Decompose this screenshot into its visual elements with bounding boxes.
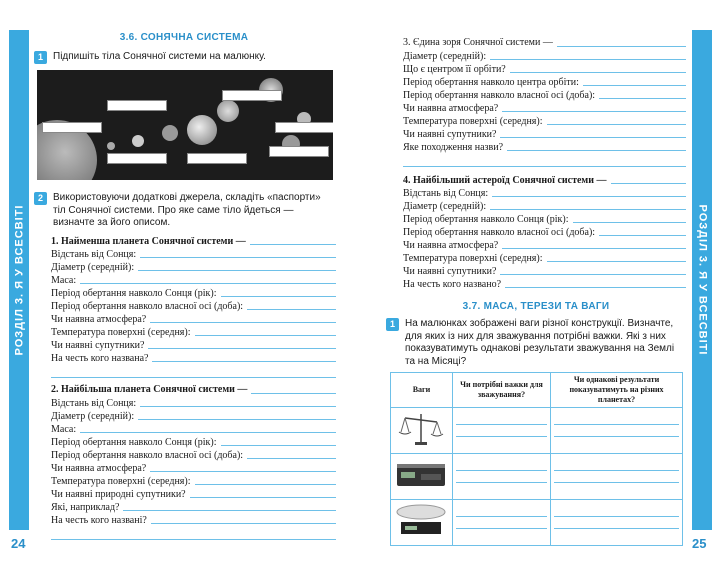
planet-icon [217, 100, 239, 122]
section-title: 3.6. СОНЯЧНА СИСТЕМА [119, 32, 249, 43]
field-row: Чи наявна атмосфера? [403, 239, 686, 252]
field-row: На честь кого названі? [51, 514, 336, 527]
passport-heading: 2. Найбільша планета Сонячної системи — [51, 384, 336, 397]
answer-line[interactable] [195, 475, 336, 485]
answer-line[interactable] [611, 175, 686, 185]
page-left [34, 30, 334, 540]
table-row [391, 454, 683, 500]
field-row: На честь кого названа? [51, 352, 336, 365]
solar-system-illustration [37, 70, 333, 180]
kitchen-scale-icon [391, 500, 451, 540]
answer-line[interactable] [221, 287, 336, 297]
scale-image-cell [391, 454, 453, 500]
task-number-badge: 1 [34, 51, 47, 64]
answer-line[interactable] [500, 128, 686, 138]
answer-line[interactable] [123, 501, 336, 511]
answer-cell[interactable] [551, 500, 683, 546]
task-number-badge: 2 [34, 192, 47, 205]
field-row: Маса: [51, 274, 336, 287]
answer-line[interactable] [573, 213, 686, 223]
field-row: Чи наявні супутники? [51, 339, 336, 352]
field-row: Діаметр (середній): [403, 200, 686, 213]
column-header: Чи однакові результати показуватимуть на різних планетах? [551, 373, 683, 408]
label-blank[interactable] [42, 122, 102, 133]
answer-line[interactable] [221, 436, 336, 446]
field-row: Температура поверхні (середня): [51, 475, 336, 488]
answer-line[interactable] [502, 102, 686, 112]
field-row: Які, наприклад? [51, 501, 336, 514]
label-blank[interactable] [107, 153, 167, 164]
answer-line[interactable] [247, 300, 336, 310]
chapter-spine-left [9, 30, 29, 530]
field-row: На честь кого названо? [403, 278, 686, 291]
table-header-row [391, 373, 683, 408]
field-row: Період обертання навколо Сонця (рік): [51, 287, 336, 300]
answer-line[interactable] [599, 226, 686, 236]
answer-line[interactable] [195, 326, 336, 336]
answer-line[interactable] [490, 200, 686, 210]
field-row: Період обертання навколо центра орбіти: [403, 76, 686, 89]
answer-line[interactable] [190, 488, 336, 498]
table-row [391, 408, 683, 454]
field-row: Період обертання навколо власної осі (доба): [403, 89, 686, 102]
answer-line[interactable] [138, 261, 336, 271]
scale-image-cell [391, 408, 453, 454]
answer-line[interactable] [492, 187, 686, 197]
answer-line[interactable] [138, 410, 336, 420]
field-row: Діаметр (середній): [51, 410, 336, 423]
field-row: Відстань від Сонця: [403, 187, 686, 200]
task-2 [34, 192, 334, 230]
field-row: Температура поверхні (середня): [51, 326, 336, 339]
answer-line[interactable] [80, 423, 336, 433]
answer-cell[interactable] [453, 408, 551, 454]
field-row: Температура поверхні (середня): [403, 252, 686, 265]
planet-icon [107, 142, 115, 150]
answer-line[interactable] [500, 265, 686, 275]
answer-line[interactable] [151, 514, 336, 524]
answer-line[interactable] [250, 236, 336, 246]
answer-line[interactable] [80, 274, 336, 284]
field-row: Чи наявна атмосфера? [51, 462, 336, 475]
answer-line[interactable] [403, 154, 686, 167]
field-row: Чи наявні природні супутники? [51, 488, 336, 501]
field-row: Чи наявні супутники? [403, 128, 686, 141]
answer-cell[interactable] [453, 454, 551, 500]
answer-line[interactable] [140, 248, 336, 258]
passport-3 [403, 37, 686, 291]
answer-line[interactable] [502, 239, 686, 249]
field-row: Відстань від Сонця: [51, 248, 336, 261]
field-row: Діаметр (середній): [51, 261, 336, 274]
answer-line[interactable] [148, 339, 336, 349]
field-row: Діаметр (середній): [403, 50, 686, 63]
answer-line[interactable] [599, 89, 686, 99]
answer-line[interactable] [51, 365, 336, 378]
balance-scale-icon [391, 408, 451, 448]
answer-line[interactable] [251, 384, 336, 394]
passport-heading: 4. Найбільший астероїд Сонячної системи — [403, 175, 686, 188]
answer-line[interactable] [490, 50, 686, 60]
planet-icon [187, 115, 217, 145]
chapter-spine-right [692, 30, 712, 530]
field-row: Температура поверхні (середня): [403, 115, 686, 128]
field-row: Маса: [51, 423, 336, 436]
label-blank[interactable] [107, 100, 167, 111]
answer-line[interactable] [547, 252, 686, 262]
field-row: Яке походження назви? [403, 141, 686, 154]
field-row: Період обертання навколо власної осі (доба): [51, 300, 336, 313]
section-title: 3.7. МАСА, ТЕРЕЗИ ТА ВАГИ [462, 301, 610, 312]
field-row: Відстань від Сонця: [51, 397, 336, 410]
answer-cell[interactable] [551, 454, 683, 500]
spine-text: РОЗДІЛ 3. Я У ВСЕСВІТІ [696, 204, 708, 356]
task-text: На малюнках зображені ваги різної конструкції. Визначте, для яких із них для зважування потрібні важки. Які з них показуватимуть однакові результати зважування на Землі та на Місяці? [405, 318, 675, 367]
answer-line[interactable] [140, 397, 336, 407]
answer-line[interactable] [150, 462, 336, 472]
answer-line[interactable] [557, 37, 686, 47]
label-blank[interactable] [275, 122, 333, 133]
planet-icon [132, 135, 144, 147]
page-number-right: 25 [692, 536, 707, 551]
answer-line[interactable] [510, 63, 686, 73]
answer-line[interactable] [505, 278, 686, 288]
field-row: Період обертання навколо власної осі (доба): [51, 449, 336, 462]
column-header: Чи потрібні важки для зважування? [453, 373, 551, 408]
passport-1 [51, 236, 336, 540]
field-row: Період обертання навколо Сонця (рік): [51, 436, 336, 449]
task-1 [386, 318, 686, 368]
passport-heading: 3. Єдина зоря Сонячної системи — [403, 37, 686, 50]
answer-line[interactable] [547, 115, 686, 125]
label-blank[interactable] [269, 146, 329, 157]
task-text: Підпишіть тіла Сонячної системи на малюнку. [53, 51, 266, 62]
task-text: Використовуючи додаткові джерела, складіть «паспорти» тіл Сонячної системи. Про яке саме тіло йдеться — визначте за його описом. [53, 192, 321, 228]
scale-image-cell [391, 500, 453, 546]
answer-line[interactable] [247, 449, 336, 459]
planet-icon [162, 125, 178, 141]
label-blank[interactable] [187, 153, 247, 164]
field-row: Період обертання навколо власної осі (доба): [403, 226, 686, 239]
passport-heading: 1. Найменша планета Сонячної системи — [51, 236, 336, 249]
answer-cell[interactable] [551, 408, 683, 454]
field-row: Чи наявна атмосфера? [51, 313, 336, 326]
field-row: Чи наявні супутники? [403, 265, 686, 278]
electronic-scale-icon [391, 454, 451, 494]
page-right [386, 30, 686, 546]
answer-line[interactable] [507, 141, 686, 151]
table-row [391, 500, 683, 546]
column-header: Ваги [391, 373, 453, 408]
answer-line[interactable] [51, 527, 336, 540]
field-row: Чи наявна атмосфера? [403, 102, 686, 115]
answer-line[interactable] [152, 352, 336, 362]
task-number-badge: 1 [386, 318, 399, 331]
page-number-left: 24 [11, 536, 26, 551]
spine-text: РОЗДІЛ 3. Я У ВСЕСВІТІ [13, 204, 25, 356]
answer-line[interactable] [150, 313, 336, 323]
label-blank[interactable] [222, 90, 282, 101]
answer-line[interactable] [583, 76, 686, 86]
field-row: Що є центром її орбіти? [403, 63, 686, 76]
task-1 [34, 51, 334, 64]
answer-cell[interactable] [453, 500, 551, 546]
field-row: Період обертання навколо Сонця (рік): [403, 213, 686, 226]
scales-table [390, 372, 683, 546]
